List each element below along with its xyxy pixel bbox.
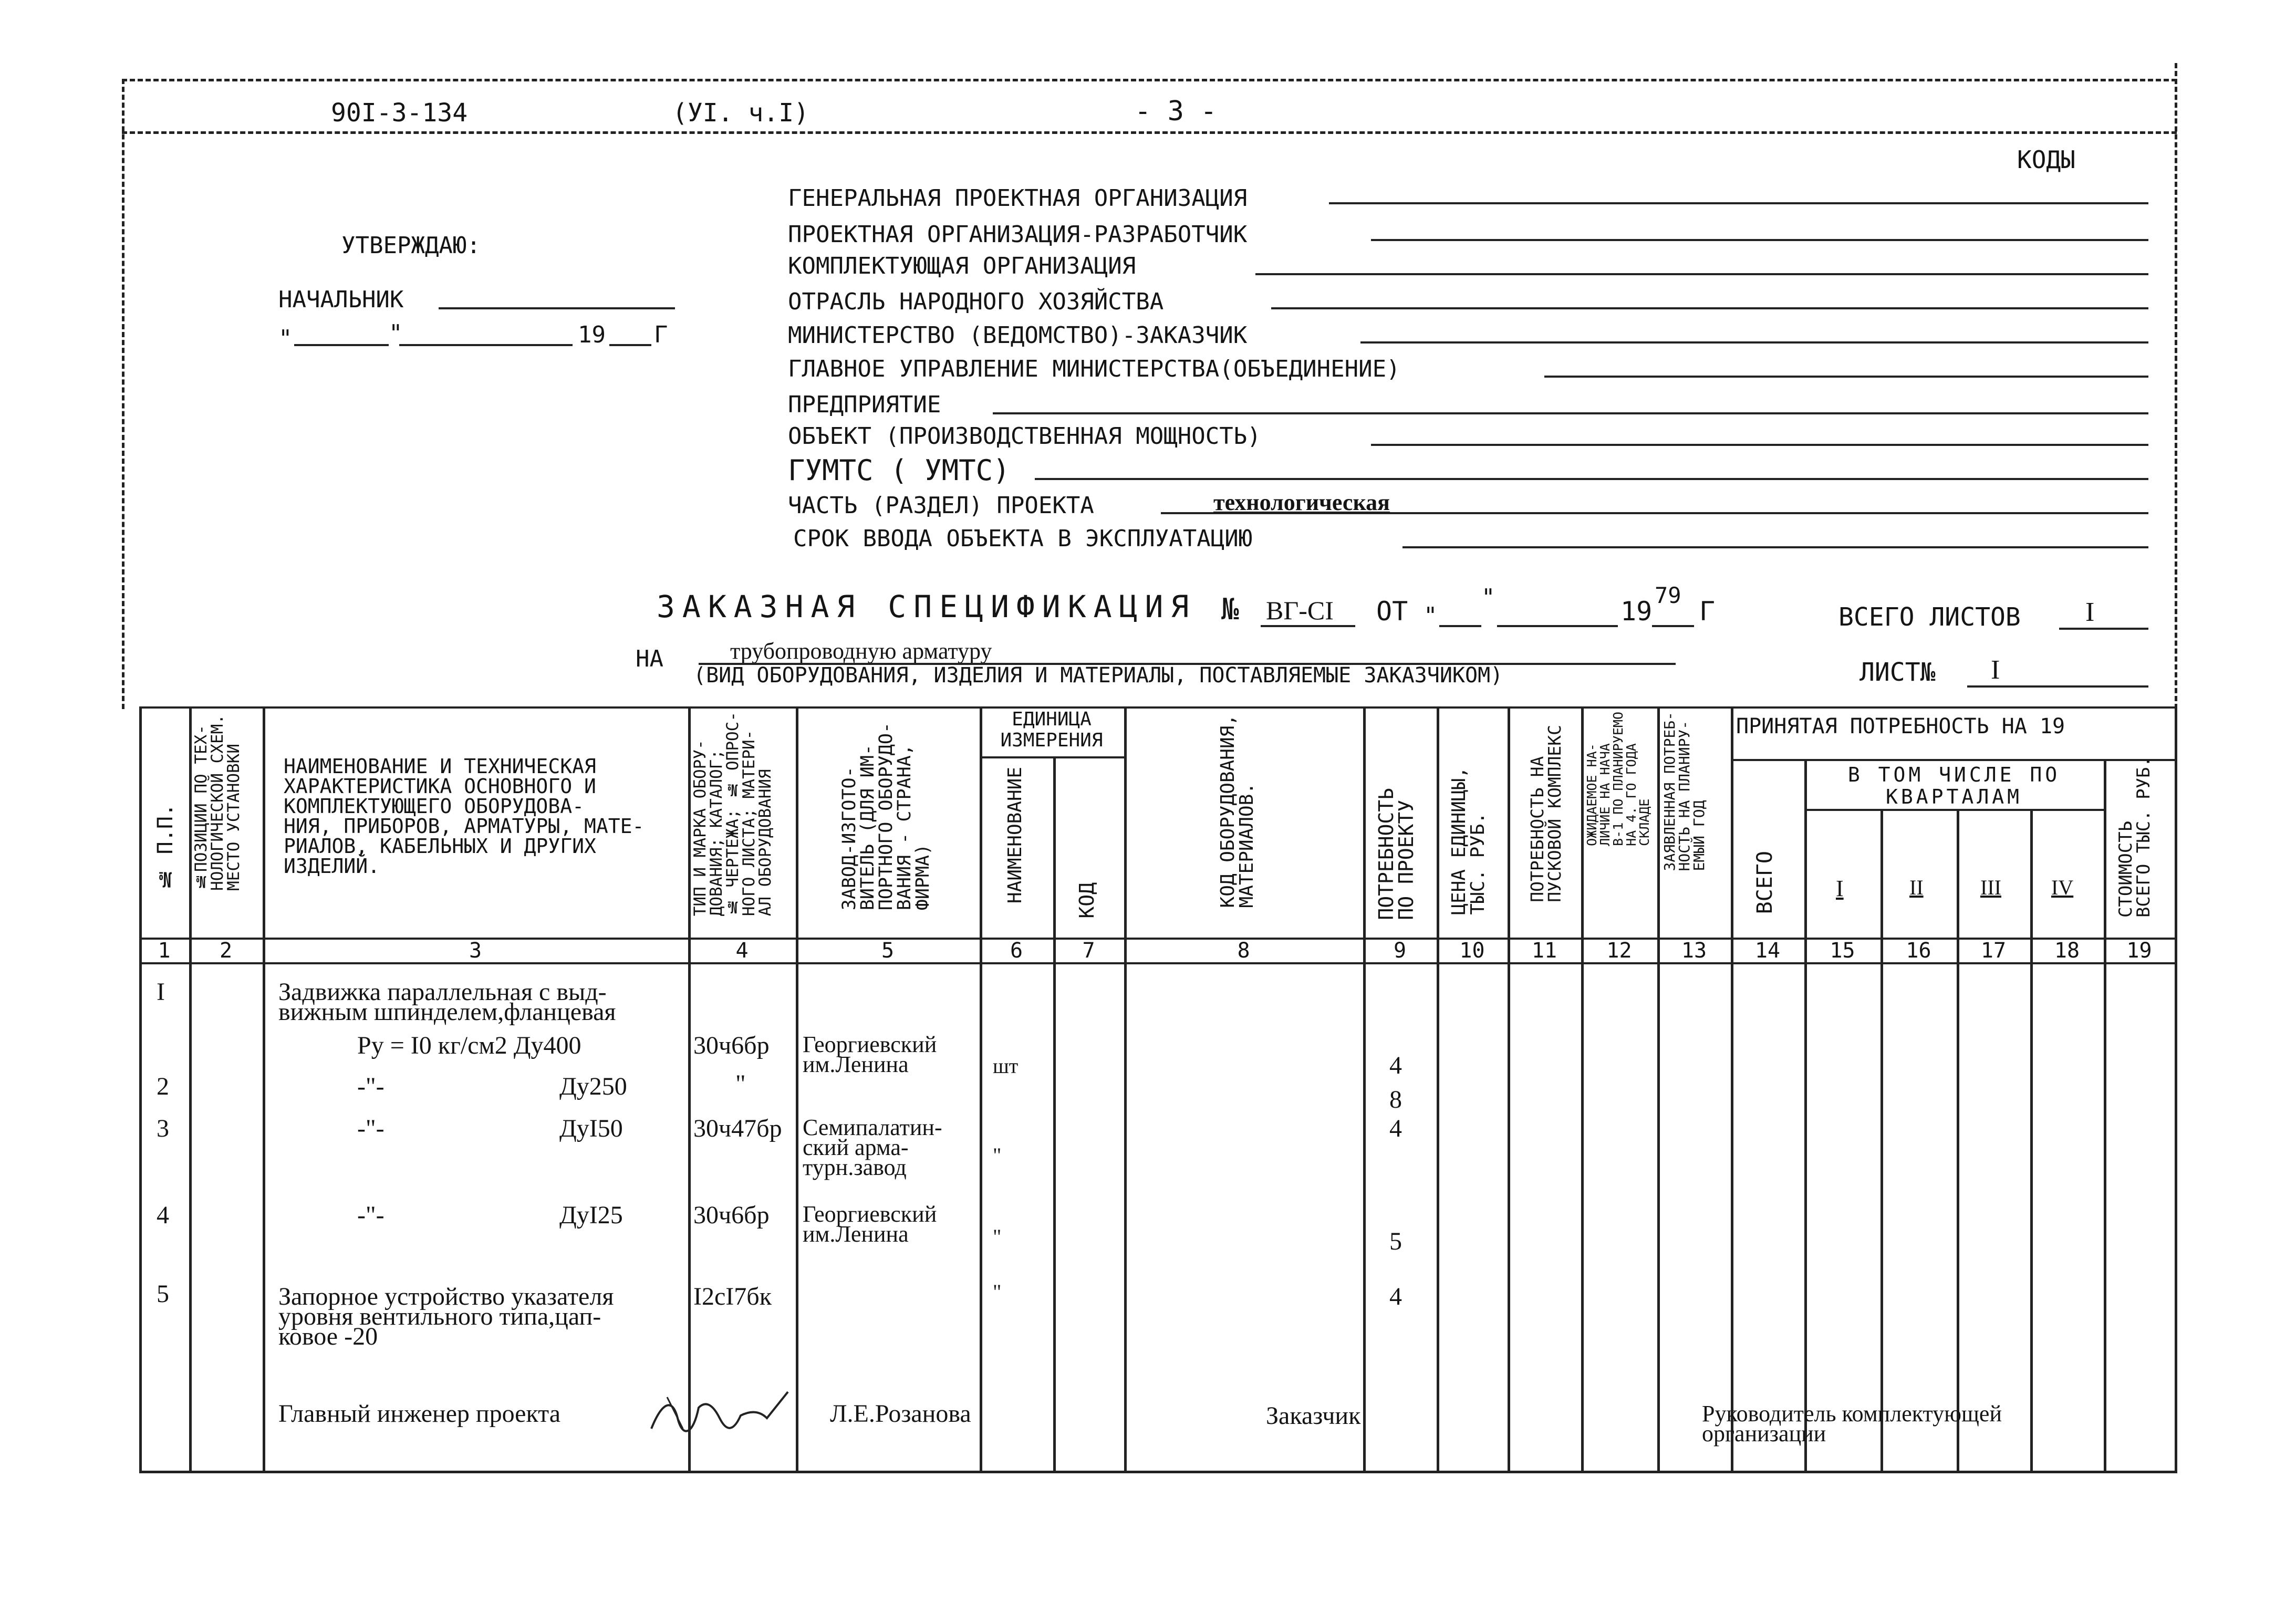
item-qty: 5 bbox=[1389, 1227, 1402, 1255]
col-header-7: КОД bbox=[1075, 882, 1098, 919]
spec-on-label: НА bbox=[636, 646, 663, 672]
item-name-line-3: Ру = I0 кг/см2 Ду400 bbox=[357, 1032, 581, 1059]
item-plant-line-1: Георгиевский bbox=[803, 1201, 937, 1227]
col-header-6: НАИМЕНОВАНИЕ bbox=[1004, 767, 1026, 904]
date-year-suffix: Г bbox=[654, 321, 668, 348]
date-month-line bbox=[399, 344, 573, 346]
item-qty: 4 bbox=[1389, 1115, 1402, 1142]
col-num-1: 1 bbox=[158, 939, 171, 963]
item-plant-line-1: Георгиевский bbox=[803, 1032, 937, 1057]
head-org-label-1: Руководитель комплектующей bbox=[1702, 1401, 2002, 1427]
volume-label: (УI. ч.I) bbox=[672, 98, 809, 128]
vline-13 bbox=[1731, 706, 1733, 1472]
item-name-line-1: -"- bbox=[357, 1115, 385, 1142]
date-close-quote: " bbox=[389, 320, 403, 347]
col-header-10: ЦЕНА ЕДИНИЦЫ, ТЫС. РУБ. bbox=[1448, 767, 1489, 915]
item-name-line-2: ДуI25 bbox=[559, 1201, 623, 1229]
vline-16 bbox=[1957, 809, 1959, 1472]
org-main-dept-line bbox=[1544, 376, 2148, 378]
col-header-2: №ПОЗИЦИИ ПО ТЕХ- НОЛОГИЧЕСКОЙ СХЕМ. МЕСТО УСТАНОВКИ bbox=[192, 714, 243, 891]
item-name-line-3: ковое -20 bbox=[278, 1323, 378, 1350]
vline-7 bbox=[1124, 706, 1127, 1472]
spec-year-suffix: Г bbox=[1699, 596, 1716, 627]
col-num-11: 11 bbox=[1531, 939, 1557, 963]
spec-from: ОТ bbox=[1376, 596, 1408, 627]
item-name-line-2: ДуI50 bbox=[559, 1115, 623, 1142]
project-part-value: технологическая bbox=[1213, 490, 1390, 515]
date-open-quote: " bbox=[278, 325, 293, 352]
total-sheets-value: I bbox=[2085, 597, 2095, 627]
col-header-1: № П.П. bbox=[153, 804, 178, 891]
unit-group-header: ЕДИНИЦА ИЗМЕРЕНИЯ bbox=[1000, 709, 1103, 751]
quarters-group-line bbox=[1804, 809, 2104, 811]
col-header-17: III bbox=[1980, 876, 2001, 899]
col-header-13: ЗАЯВЛЕННАЯ ПОТРЕБ- НОСТЬ НА ПЛАНИРУ- ЕМЫЙ ГОД bbox=[1661, 712, 1708, 871]
head-org-label-2: организации bbox=[1702, 1421, 1826, 1447]
chief-engineer-label: Главный инженер проекта bbox=[278, 1400, 561, 1428]
org-enterprise-line bbox=[993, 412, 2148, 414]
date-day-line bbox=[294, 344, 389, 346]
col-header-3: НАИМЕНОВАНИЕ И ТЕХНИЧЕСКАЯ ХАРАКТЕРИСТИКА ОСНОВНОГО И КОМПЛЕКТУЮЩЕГО ОБОРУДОВА- НИЯ, ПРИБОРОВ, АРМАТУРЫ, МАТЕ- РИАЛОВ, КАБЕЛЬНЫХ И ДРУГИХ ИЗДЕЛИЙ. bbox=[284, 755, 645, 878]
vline-14 bbox=[1804, 759, 1807, 1472]
org-project-part: ЧАСТЬ (РАЗДЕЛ) ПРОЕКТА bbox=[788, 492, 1094, 519]
col-num-4: 4 bbox=[735, 939, 749, 963]
date-year-line bbox=[609, 344, 651, 346]
vline-10 bbox=[1508, 706, 1510, 1472]
col-header-9: ПОТРЕБНОСТЬ ПО ПРОЕКТУ bbox=[1375, 788, 1418, 920]
item-unit: " bbox=[993, 1280, 1002, 1304]
spec-number-line bbox=[1261, 625, 1355, 627]
accepted-group-line bbox=[1731, 759, 2175, 761]
item-qty: 8 bbox=[1389, 1086, 1402, 1114]
spec-on-caption: (ВИД ОБОРУДОВАНИЯ, ИЗДЕЛИЯ И МАТЕРИАЛЫ, ПОСТАВЛЯЕМЫЕ ЗАКАЗЧИКОМ) bbox=[693, 663, 1503, 688]
col-header-12: ОЖИДАЕМОЕ НА- ЛИЧИЕ НА НАЧА В-1 ПО ПЛАНИРУЕМО НА 4. ГО ГОДА СКЛАДЕ bbox=[1584, 712, 1652, 846]
col-header-19: СТОИМОСТЬ ВСЕГО ТЫС. РУБ. bbox=[2115, 756, 2154, 918]
vline-4 bbox=[796, 706, 798, 1472]
row-number: 2 bbox=[157, 1073, 169, 1100]
customer-label: Заказчик bbox=[1266, 1402, 1361, 1430]
col-num-6: 6 bbox=[1010, 939, 1023, 963]
spec-month-line bbox=[1497, 625, 1618, 627]
spec-number-label: № bbox=[1221, 592, 1239, 627]
item-plant-line-2: ский арма- bbox=[803, 1135, 909, 1160]
quarters-group-header: В ТОМ ЧИСЛЕ ПО КВАРТАЛАМ bbox=[1847, 763, 2061, 808]
col-header-5: ЗАВОД-ИЗГОТО- ВИТЕЛЬ (ДЛЯ ИМ- ПОРТНОГО ОБОРУДО- ВАНИЯ - СТРАНА, ФИРМА) bbox=[839, 722, 933, 911]
item-qty: 4 bbox=[1389, 1052, 1402, 1079]
vline-12 bbox=[1657, 706, 1660, 1472]
org-project-part-line bbox=[1161, 512, 2148, 514]
col-num-18: 18 bbox=[2054, 939, 2080, 963]
org-supplier-line bbox=[1255, 273, 2148, 275]
col-num-8: 8 bbox=[1237, 939, 1250, 963]
item-name-line-2: уровня вентильного типа,цап- bbox=[278, 1303, 601, 1330]
item-type: 30ч6бр bbox=[693, 1201, 770, 1229]
col-header-16: II bbox=[1909, 876, 1924, 899]
handwritten-signature bbox=[646, 1387, 793, 1439]
sheet-line bbox=[1967, 685, 2148, 688]
vline-18 bbox=[2104, 759, 2106, 1472]
org-main-dept: ГЛАВНОЕ УПРАВЛЕНИЕ МИНИСТЕРСТВА(ОБЪЕДИНЕНИЕ) bbox=[788, 356, 1400, 382]
org-industry-line bbox=[1271, 307, 2148, 309]
item-type: " bbox=[735, 1070, 746, 1098]
total-sheets-label: ВСЕГО ЛИСТОВ bbox=[1838, 602, 2021, 632]
col-num-10: 10 bbox=[1459, 939, 1485, 963]
col-num-19: 19 bbox=[2126, 939, 2152, 963]
col-header-18: IV bbox=[2051, 876, 2074, 899]
row-number: 4 bbox=[157, 1201, 169, 1229]
item-plant-line-2: им.Ленина bbox=[803, 1052, 909, 1077]
item-unit: " bbox=[993, 1225, 1002, 1248]
item-unit: шт bbox=[993, 1054, 1019, 1078]
item-name-line-2: вижным шпинделем,фланцевая bbox=[278, 998, 616, 1026]
total-sheets-line bbox=[2059, 628, 2148, 630]
row-number: 5 bbox=[157, 1280, 169, 1308]
item-name-line-1: -"- bbox=[357, 1073, 385, 1100]
table-bottom-border bbox=[139, 1471, 2177, 1473]
chief-label: НАЧАЛЬНИК bbox=[278, 286, 404, 313]
org-developer-line bbox=[1371, 239, 2148, 241]
org-object-line bbox=[1371, 444, 2148, 446]
org-commission-date: СРОК ВВОДА ОБЪЕКТА В ЭКСПЛУАТАЦИЮ bbox=[793, 525, 1253, 552]
org-ministry: МИНИСТЕРСТВО (ВЕДОМСТВО)-ЗАКАЗЧИК bbox=[788, 322, 1248, 349]
approve-label: УТВЕРЖДАЮ: bbox=[341, 232, 481, 259]
vline-2 bbox=[263, 706, 265, 1472]
sheet-label: ЛИСТ№ bbox=[1859, 658, 1936, 687]
spec-quote-open: " bbox=[1424, 602, 1438, 629]
item-unit: " bbox=[993, 1143, 1002, 1167]
item-name-line-2: Ду250 bbox=[559, 1073, 627, 1100]
item-plant-line-2: им.Ленина bbox=[803, 1221, 909, 1247]
vline-8 bbox=[1363, 706, 1366, 1472]
frame-top-dashed bbox=[122, 79, 2177, 81]
item-type: I2cI7бк bbox=[693, 1283, 772, 1310]
item-plant-line-3: турн.завод bbox=[803, 1154, 907, 1180]
vline-5 bbox=[980, 706, 982, 1472]
col-num-15: 15 bbox=[1830, 939, 1855, 963]
col-header-15: I bbox=[1836, 876, 1844, 901]
org-object: ОБЪЕКТ (ПРОИЗВОДСТВЕННАЯ МОЩНОСТЬ) bbox=[788, 423, 1261, 450]
col-header-14: ВСЕГО bbox=[1753, 851, 1777, 914]
org-enterprise: ПРЕДПРИЯТИЕ bbox=[788, 391, 941, 418]
vline-11 bbox=[1581, 706, 1584, 1472]
vline-19 bbox=[2175, 706, 2177, 1472]
col-num-14: 14 bbox=[1754, 939, 1781, 963]
col-num-17: 17 bbox=[1980, 939, 2007, 963]
chief-engineer-name: Л.Е.Розанова bbox=[830, 1400, 971, 1428]
org-industry: ОТРАСЛЬ НАРОДНОГО ХОЗЯЙСТВА bbox=[788, 288, 1164, 315]
vline-15 bbox=[1881, 809, 1883, 1472]
vline-0 bbox=[139, 706, 142, 1472]
spec-on-value: трубопроводную арматуру bbox=[730, 638, 992, 664]
item-type: 30ч6бр bbox=[693, 1032, 770, 1059]
col-num-5: 5 bbox=[881, 939, 895, 963]
col-header-8: КОД ОБОРУДОВАНИЯ, МАТЕРИАЛОВ. bbox=[1217, 714, 1258, 908]
spec-year-line bbox=[1652, 625, 1694, 627]
item-type: 30ч47бр bbox=[693, 1115, 782, 1142]
unit-group-line bbox=[980, 756, 1124, 758]
org-commission-date-line bbox=[1402, 546, 2148, 548]
org-developer: ПРОЕКТНАЯ ОРГАНИЗАЦИЯ-РАЗРАБОТЧИК bbox=[788, 221, 1248, 248]
item-plant-line-1: Семипалатин- bbox=[803, 1115, 942, 1140]
org-general: ГЕНЕРАЛЬНАЯ ПРОЕКТНАЯ ОРГАНИЗАЦИЯ bbox=[788, 185, 1248, 212]
accepted-group-header: ПРИНЯТАЯ ПОТРЕБНОСТЬ НА 19 bbox=[1736, 714, 2065, 738]
org-gumts-line bbox=[1035, 478, 2148, 480]
col-header-4: ТИП И МАРКА ОБОРУ- ДОВАНИЯ; КАТАЛОГ; № ЧЕРТЕЖА; № ОПРОС- НОГО ЛИСТА; МАТЕРИ- АЛ ОБОРУДОВАНИЯ bbox=[691, 712, 775, 917]
vline-9 bbox=[1437, 706, 1439, 1472]
item-name-line-1: -"- bbox=[357, 1201, 385, 1229]
org-ministry-line bbox=[1360, 341, 2148, 344]
col-num-7: 7 bbox=[1082, 939, 1095, 963]
spec-title: ЗАКАЗНАЯ СПЕЦИФИКАЦИЯ bbox=[657, 589, 1197, 625]
org-supplier: КОМПЛЕКТУЮЩАЯ ОРГАНИЗАЦИЯ bbox=[788, 253, 1136, 279]
col-num-3: 3 bbox=[469, 939, 482, 963]
chief-signature-line bbox=[439, 307, 675, 309]
col-num-16: 16 bbox=[1906, 939, 1931, 963]
org-gumts: ГУМТС ( УМТС) bbox=[788, 454, 1010, 487]
col-num-2: 2 bbox=[219, 939, 233, 963]
spec-day-line bbox=[1439, 625, 1481, 627]
codes-label: КОДЫ bbox=[2017, 145, 2075, 174]
sheet-value: I bbox=[1991, 655, 2000, 685]
spec-number: ВГ-СI bbox=[1266, 596, 1334, 625]
row-number: 3 bbox=[157, 1115, 169, 1142]
frame-left-dashed bbox=[122, 79, 124, 709]
col-num-13: 13 bbox=[1681, 939, 1707, 963]
col-num-9: 9 bbox=[1393, 939, 1407, 963]
item-name-line-1: Запорное устройство указателя bbox=[278, 1283, 614, 1310]
item-name-line-1: Задвижка параллельная с выд- bbox=[278, 978, 607, 1006]
col-num-12: 12 bbox=[1606, 939, 1632, 963]
doc-number: 90I-3-134 bbox=[331, 98, 468, 128]
vline-6 bbox=[1053, 756, 1056, 1472]
org-general-line bbox=[1329, 202, 2148, 204]
item-qty: 4 bbox=[1389, 1283, 1402, 1310]
vline-17 bbox=[2030, 809, 2033, 1472]
spec-year-digits: 79 bbox=[1655, 582, 1681, 608]
spec-year: 19 bbox=[1620, 596, 1653, 627]
date-year-prefix: 19 bbox=[578, 321, 606, 348]
frame-right-dashed bbox=[2175, 63, 2177, 709]
row-number: I bbox=[157, 978, 165, 1006]
col-header-11: ПОТРЕБНОСТЬ НА ПУСКОВОЙ КОМПЛЕКС bbox=[1527, 725, 1565, 902]
page-number: - 3 - bbox=[1135, 96, 1217, 127]
table-top-border bbox=[139, 706, 2177, 709]
header-separator-dashed bbox=[122, 131, 2177, 134]
spec-quote-close: " bbox=[1481, 584, 1495, 611]
